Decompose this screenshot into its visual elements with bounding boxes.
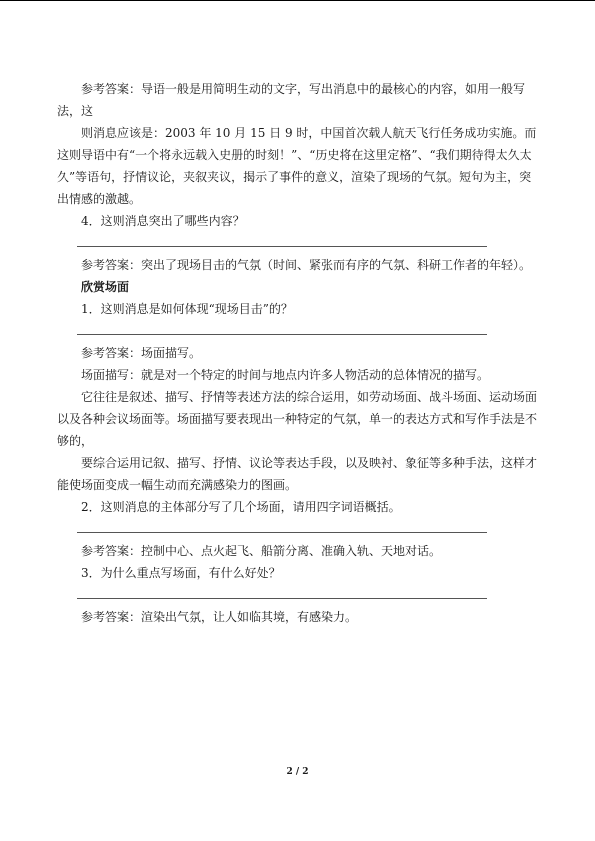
- section-question-2: [57, 496, 537, 518]
- page-number: 2 / 2: [286, 767, 309, 777]
- definition-paragraph: [57, 452, 537, 496]
- section-answer-3: [57, 606, 537, 628]
- definition-paragraph: [57, 364, 537, 386]
- definition-text: 它往往是叙述、描写、抒情等表述方法的综合运用，如劳动场面、战斗场面、运动场面以及各种会议场面等。场面描写要表现出一种特定的气氛，单一的表达方式和写作手法是不够的，: [57, 390, 538, 448]
- answer-line: [77, 246, 487, 247]
- answer-text: 参考答案：突出了现场目击的气氛（时间、紧张而有序的气氛、科研工作者的年轻）。: [81, 258, 532, 272]
- section-answer-1: [57, 342, 537, 364]
- section-question-3: [57, 562, 537, 584]
- question-text: 3．为什么重点写场面，有什么好处？: [81, 566, 281, 580]
- definition-paragraph: [57, 386, 537, 452]
- answer-line: [77, 598, 487, 599]
- answer-line: [77, 334, 487, 335]
- definition-text: 要综合运用记叙、描写、抒情、议论等表达手段，以及映衬、象征等多种手法，这样才能使场面变成一幅生动而充满感染力的图画。: [57, 456, 538, 492]
- answer-paragraph: [57, 78, 537, 122]
- answer-text: 参考答案：场面描写。: [81, 346, 202, 360]
- question-text: 4．这则消息突出了哪些内容？: [81, 214, 245, 228]
- section-answer-2: [57, 540, 537, 562]
- question-text: 1．这则消息是如何体现“现场目击”的？: [81, 302, 293, 316]
- definition-text: 场面描写：就是对一个特定的时间与地点内许多人物活动的总体情况的描写。: [81, 368, 490, 382]
- answer-text: 参考答案：渲染出气氛，让人如临其境，有感染力。: [81, 610, 358, 624]
- question-4: [57, 210, 537, 232]
- answer-text: 参考答案：导语一般是用简明生动的文字，写出消息中的最核心的内容，如用一般写法，这: [57, 82, 526, 118]
- answer-text: 参考答案：控制中心、点火起飞、船箭分离、准确入轨、天地对话。: [81, 544, 442, 558]
- answer-line: [77, 532, 487, 533]
- section-heading: [57, 276, 537, 298]
- section-question-1: [57, 298, 537, 320]
- question-text: 2．这则消息的主体部分写了几个场面，请用四字词语概括。: [81, 500, 401, 514]
- answer-text: 则消息应该是：2003 年 10 月 15 日 9 时，中国首次载人航天飞行任务成功实施。而这则导语中有“一个将永远载入史册的时刻！”、“历史将在这里定格”、“我们期待得太久太久”等语句，抒情议论，夹叙夹议，揭示了事件的意义，渲染了现场的气氛。短句为主，突出情感的激越。: [57, 126, 537, 206]
- answer-continuation: [57, 122, 537, 210]
- section-title: 欣赏场面: [81, 280, 130, 294]
- answer-4: [57, 254, 537, 276]
- header-rule: [0, 0, 595, 1]
